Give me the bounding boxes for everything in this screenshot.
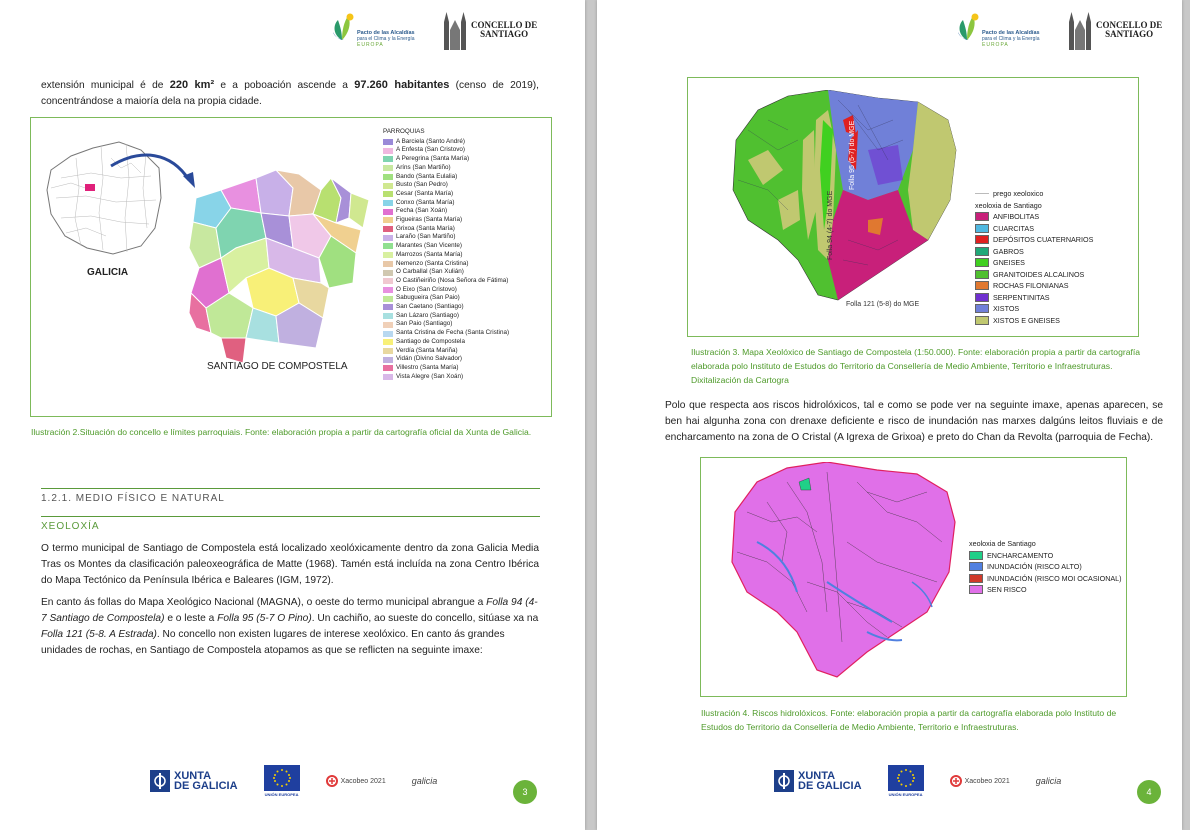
legend-swatch <box>383 209 393 215</box>
legend-item <box>975 315 1093 327</box>
legend-swatch <box>383 331 393 337</box>
legend-item <box>975 292 1093 304</box>
geology-legend <box>975 188 1093 326</box>
legend-swatch <box>383 339 393 345</box>
xacobeo-logo <box>950 775 1010 787</box>
intro-population: 97.260 habitantes <box>354 79 450 91</box>
page-4 <box>597 0 1182 830</box>
legend-swatch <box>383 200 393 206</box>
legend-item <box>975 223 1093 235</box>
legend-label: Vidán (Divino Salvador) <box>396 355 463 363</box>
xacobeo-logo <box>326 775 386 787</box>
legend-label: GRANITOIDES ALCALINOS <box>993 269 1085 279</box>
legend-label: San Caetano (Santiago) <box>396 303 464 311</box>
legend-label: Figueiras (Santa María) <box>396 216 463 224</box>
legend-title: PARROQUIAS <box>383 128 425 135</box>
paragraph-1: O termo municipal de Santiago de Compostela está localizado xeolóxicamente dentro da zona Galicia Media Tras os Montes da clasificación paleoxeográfica de Matte (1968). Tamén está incluída na zona Centro Ibérica do Mapa Tectónico da Península Ibérica e Baleares (IGM, 1972). <box>41 543 539 586</box>
legend-line-label: prego xeoloxico <box>993 189 1044 198</box>
footer-logos <box>774 765 1061 797</box>
legend-label: SERPENTINITAS <box>993 292 1050 302</box>
legend-swatch <box>383 270 393 276</box>
galicia-logo: galicia <box>411 776 438 786</box>
legend-item <box>383 242 509 251</box>
legend-label: Santiago de Compostela <box>396 337 465 345</box>
legend-swatch <box>383 348 393 354</box>
page-number: 3 <box>513 780 537 804</box>
legend-label: Fecha (San Xoán) <box>396 207 448 215</box>
legend-swatch <box>975 235 989 244</box>
legend-item <box>383 303 509 312</box>
eu-logo <box>264 765 300 797</box>
legend-swatch <box>383 365 393 371</box>
legend-swatch <box>383 304 393 310</box>
intro-pre: extensión municipal é de <box>41 80 164 91</box>
legend-item <box>383 216 509 225</box>
legend-swatch <box>383 217 393 223</box>
p2-g: . No concello non existen lugares de interese xeolóxico. En canto ás grandes unidades de rochas, en Santiago de Compostela atopamos as que se reflicten na seguinte imaxe: <box>41 629 505 656</box>
santiago-label: SANTIAGO DE COMPOSTELA <box>207 361 348 372</box>
legend-label: Laraño (San Martiño) <box>396 233 456 241</box>
legend-item <box>383 190 509 199</box>
legend-swatch <box>975 304 989 313</box>
legend-item <box>383 146 509 155</box>
legend-swatch <box>383 226 393 232</box>
caption-figure-2: Ilustración 2.Situación do concello e límites parroquiais. Fonte: elaboración propia a partir da cartografía oficial da Xunta de Galicia. <box>31 427 532 437</box>
eu-flag-icon <box>264 765 300 791</box>
legend-swatch <box>383 313 393 319</box>
subheading-xeoloxia: XEOLOXÍA <box>41 521 100 532</box>
legend-label: Marrozos (Santa María) <box>396 250 463 258</box>
legend-item <box>383 260 509 269</box>
legend-label: Verdía (Santa Mariña) <box>396 346 458 354</box>
legend-swatch <box>383 261 393 267</box>
legend-label: XISTOS <box>993 304 1020 313</box>
legend-label: GNEISES <box>993 258 1025 267</box>
legend-item <box>383 277 509 286</box>
caption-figure-4: Ilustración 4. Riscos hidrolóxicos. Fonte: elaboración propia a partir da cartografía elaborada polo Instituto de Estudos do Territorio da Consellería de Medio Ambiente, Territorio e Infraestruturas. <box>701 708 1117 732</box>
p2-folla-121: Folla 121 (5-8. A Estrada) <box>41 629 157 640</box>
legend-swatch <box>383 357 393 363</box>
legend-label: Cesar (Santa María) <box>396 189 454 197</box>
legend-label: Marantes (San Vicente) <box>396 242 463 250</box>
cathedral-icon <box>1067 10 1093 50</box>
legend-swatch <box>975 281 989 290</box>
legend-swatch <box>975 258 989 267</box>
legend-swatch <box>383 235 393 241</box>
legend-swatch <box>383 191 393 197</box>
cathedral-icon <box>442 10 468 50</box>
legend-item <box>383 286 509 295</box>
page-3 <box>0 0 585 830</box>
legend-item <box>383 364 509 373</box>
legend-swatch <box>383 148 393 154</box>
legend-swatch <box>383 252 393 258</box>
concello-line1: CONCELLO DE <box>471 20 538 30</box>
legend-item <box>383 207 509 216</box>
legend-label: CUARCITAS <box>993 223 1034 233</box>
parroquias-legend <box>383 128 509 381</box>
figure-parroquias <box>30 117 552 417</box>
legend-label: INUNDACIÓN (RISCO MOI OCASIONAL) <box>987 573 1122 583</box>
intro-paragraph <box>41 77 539 110</box>
legend-label: A Enfesta (San Cristovo) <box>396 146 465 154</box>
legend-label: ROCHAS FILONIANAS <box>993 281 1069 290</box>
concello-logo <box>442 10 537 50</box>
legend-item <box>975 246 1093 258</box>
legend-item <box>383 373 509 382</box>
leaf-logo-icon <box>330 12 354 42</box>
risk-legend-title: xeoloxia de Santiago <box>969 539 1036 548</box>
footer-logos <box>150 765 437 797</box>
xunta-line2: DE GALICIA <box>174 780 238 792</box>
page-number: 4 <box>1137 780 1161 804</box>
legend-item <box>383 329 509 338</box>
legend-item <box>383 338 509 347</box>
xunta-line1: XUNTA <box>174 770 212 782</box>
eu-label: UNIÓN EUROPEA <box>264 792 299 797</box>
legend-swatch <box>975 224 989 233</box>
legend-item <box>383 155 509 164</box>
legend-item <box>975 303 1093 315</box>
xunta-line1: XUNTA <box>798 770 836 782</box>
legend-item <box>383 268 509 277</box>
legend-swatch <box>383 287 393 293</box>
xacobeo-text: Xacobeo 2021 <box>340 777 386 785</box>
figure-geology <box>687 77 1139 337</box>
legend-item <box>975 211 1093 223</box>
legend-item <box>383 312 509 321</box>
concello-logo <box>1067 10 1162 50</box>
parroquias-map <box>31 118 381 416</box>
p2-folla-94: Folla 94 (4-7 Santiago de Compostela) <box>41 597 538 624</box>
legend-item <box>383 233 509 242</box>
intro-post: (censo de 2019), concentrándose a maioría dela na propia cidade. <box>41 80 539 107</box>
pacto-subtitle: para el Clima y la Energía <box>357 36 415 42</box>
xunta-shield-icon <box>150 770 170 792</box>
pacto-eu: EUROPA <box>357 42 384 48</box>
galicia-label: GALICIA <box>87 267 129 278</box>
legend-swatch <box>969 562 983 571</box>
legend-item <box>975 280 1093 292</box>
concello-line2: SANTIAGO <box>480 29 529 39</box>
legend-item <box>383 225 509 234</box>
legend-label: SEN RISCO <box>987 585 1027 594</box>
legend-item <box>969 573 1122 585</box>
legend-swatch <box>383 296 393 302</box>
legend-swatch <box>383 156 393 162</box>
legend-label: XISTOS E GNEISES <box>993 315 1060 325</box>
legend-swatch <box>383 174 393 180</box>
legend-label: Busto (San Pedro) <box>396 181 448 189</box>
p2-a: En canto ás follas do Mapa Xeológico Nacional (MAGNA), o oeste do termo municipal abrangue a <box>41 597 484 608</box>
p2-c: e o leste a <box>167 613 215 624</box>
legend-line-item <box>975 188 1093 200</box>
page-header <box>330 10 537 50</box>
legend-item <box>383 164 509 173</box>
legend-item <box>383 347 509 356</box>
pacto-eu: EUROPA <box>982 42 1009 48</box>
legend-item <box>383 320 509 329</box>
eu-flag-icon <box>888 765 924 791</box>
xunta-line2: DE GALICIA <box>798 780 862 792</box>
legend-item <box>975 269 1093 281</box>
section-rule-bottom <box>41 516 540 517</box>
pacto-title: Pacto de las Alcaldías <box>982 30 1040 36</box>
legend-swatch <box>969 585 983 594</box>
section-rule-top <box>41 488 540 489</box>
legend-swatch <box>969 551 983 560</box>
legend-label: ENCHARCAMENTO <box>987 550 1054 560</box>
legend-label: DEPÓSITOS CUATERNARIOS <box>993 235 1094 244</box>
paragraph-risk: Polo que respecta aos riscos hidrolóxicos, tal e como se pode ver na seguinte imaxe, apenas aparecen, se ben hai algunha zona con drenaxe deficiente e risco de inundación nas marxes dalgúns leitos fluviais e de encharcamento na zona de O Cristal (A Igrexa de Grixoa) e preto do Chan da Revolta (parroquia de Fecha). <box>665 400 1163 443</box>
galicia-logo: galicia <box>1035 776 1062 786</box>
leaf-logo-icon <box>955 12 979 42</box>
legend-label: Nemenzo (Santa Cristina) <box>396 259 469 267</box>
legend-swatch <box>383 374 393 380</box>
legend-item <box>969 561 1122 573</box>
risk-map <box>727 462 967 692</box>
xacobeo-icon <box>326 775 338 787</box>
legend-item <box>975 234 1093 246</box>
page-header <box>955 10 1162 50</box>
folla-121-label: Folla 121 (5-8) do MGE <box>846 301 920 308</box>
xunta-shield-icon <box>774 770 794 792</box>
legend-label: Bando (Santa Eulalia) <box>396 172 458 180</box>
legend-label: Grixoa (Santa María) <box>396 224 455 232</box>
legend-swatch <box>975 247 989 256</box>
legend-item <box>969 584 1122 596</box>
legend-label: ANFIBOLITAS <box>993 212 1040 221</box>
legend-swatch <box>975 270 989 279</box>
legend-swatch <box>975 316 989 325</box>
caption-figure-3: Ilustración 3. Mapa Xeolóxico de Santiago de Compostela (1:50.000). Fonte: elaboración propia a partir da cartografía elaborada polo Instituto de Estudos do Territorio da Consellería de Medio Ambiente, Territorio e Infraestruturas. Dixitalización da Cartogra <box>691 347 1141 385</box>
legend-label: Santa Cristina de Fecha (Santa Cristina) <box>396 329 510 337</box>
legend-label: Sabugueira (San Paio) <box>396 294 460 302</box>
legend-label: Conxo (Santa María) <box>396 198 455 206</box>
legend-swatch <box>383 322 393 328</box>
legend-swatch <box>383 165 393 171</box>
pacto-alcaldias-logo <box>330 12 432 48</box>
legend-swatch <box>383 183 393 189</box>
legend-item <box>383 251 509 260</box>
legend-label: A Barciela (Santo André) <box>396 137 465 145</box>
geo-legend-title: xeoloxia de Santiago <box>975 200 1042 210</box>
legend-item <box>383 199 509 208</box>
legend-label: GABROS <box>993 246 1024 256</box>
legend-label: San Paio (Santiago) <box>396 320 453 328</box>
intro-mid: e a poboación ascende a <box>220 80 348 91</box>
legend-swatch <box>969 574 983 583</box>
legend-item <box>383 173 509 182</box>
legend-item <box>975 257 1093 269</box>
legend-swatch <box>383 139 393 145</box>
xacobeo-text: Xacobeo 2021 <box>964 777 1010 785</box>
legend-label: A Peregrina (Santa María) <box>396 155 470 163</box>
geology-map <box>728 90 968 320</box>
legend-swatch <box>383 278 393 284</box>
pacto-title: Pacto de las Alcaldías <box>357 30 415 36</box>
pacto-subtitle: para el Clima y la Energía <box>982 36 1040 42</box>
p2-e: . Un cachiño, ao sueste do concello, sitúase xa na <box>311 613 539 624</box>
xunta-logo <box>150 770 238 792</box>
legend-swatch <box>383 243 393 249</box>
legend-swatch <box>975 293 989 302</box>
legend-item <box>383 294 509 303</box>
legend-label: Villestro (Santa María) <box>396 363 459 371</box>
paragraph-2 <box>41 595 539 659</box>
xunta-logo <box>774 770 862 792</box>
section-heading: 1.2.1. MEDIO FÍSICO E NATURAL <box>41 493 225 504</box>
legend-label: O Eixo (San Cristovo) <box>396 285 457 293</box>
legend-item <box>383 355 509 364</box>
pacto-alcaldias-logo <box>955 12 1057 48</box>
p2-folla-95: Folla 95 (5-7 O Pino) <box>217 613 312 624</box>
legend-label: Aríns (San Martiño) <box>396 163 451 171</box>
folla-95-label: Folla 95 (5-7) do MGE <box>849 120 856 190</box>
line-swatch <box>975 193 989 194</box>
legend-label: Vista Alegre (San Xoán) <box>396 372 464 380</box>
legend-label: INUNDACIÓN (RISCO ALTO) <box>987 562 1082 571</box>
legend-item <box>383 181 509 190</box>
legend-label: O Carballal (San Xulián) <box>396 268 464 276</box>
eu-logo <box>888 765 924 797</box>
intro-area: 220 km² <box>169 79 215 91</box>
risk-legend <box>969 538 1122 596</box>
concello-line2: SANTIAGO <box>1105 29 1154 39</box>
legend-swatch <box>975 212 989 221</box>
concello-line1: CONCELLO DE <box>1096 20 1163 30</box>
legend-label: San Lázaro (Santiago) <box>396 311 460 319</box>
eu-label: UNIÓN EUROPEA <box>888 792 923 797</box>
legend-label: O Castiñeiriño (Nosa Señora de Fátima) <box>396 276 509 284</box>
xacobeo-icon <box>950 775 962 787</box>
folla-94-label: Folla 94 (4-7) do MGE <box>827 190 834 260</box>
legend-item <box>383 138 509 147</box>
legend-item <box>969 550 1122 562</box>
figure-risk <box>700 457 1127 697</box>
